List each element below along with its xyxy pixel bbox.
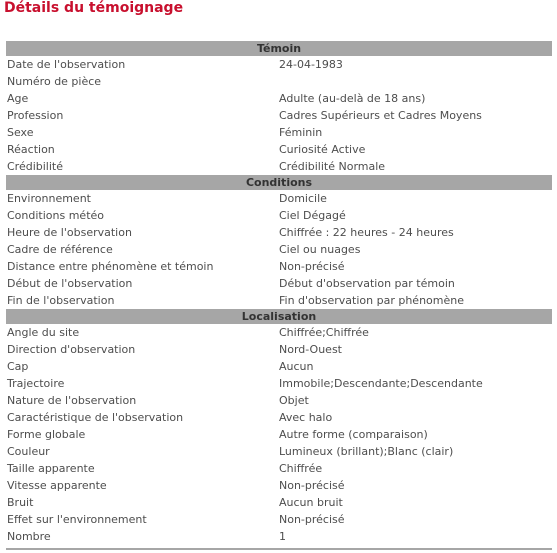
- row-label: Couleur: [7, 445, 50, 458]
- row-label: Cadre de référence: [7, 243, 113, 256]
- row-value: Non-précisé: [279, 479, 345, 492]
- row-label: Caractéristique de l'observation: [7, 411, 184, 424]
- table-row: [6, 207, 552, 224]
- table-row: [6, 409, 552, 426]
- row-value: Chiffrée : 22 heures - 24 heures: [279, 226, 454, 239]
- table-row: [6, 56, 552, 73]
- table-row: [6, 258, 552, 275]
- section-header-conditions: Conditions: [6, 175, 552, 190]
- row-value: Domicile: [279, 192, 327, 205]
- table-row: [6, 190, 552, 207]
- table-row: [6, 158, 552, 175]
- table-row: [6, 460, 552, 477]
- row-label: Environnement: [7, 192, 91, 205]
- row-label: Heure de l'observation: [7, 226, 132, 239]
- row-value: Aucun bruit: [279, 496, 343, 509]
- table-row: [6, 241, 552, 258]
- row-label: Direction d'observation: [7, 343, 136, 356]
- row-label: Réaction: [7, 143, 55, 156]
- table-row: [6, 292, 552, 309]
- row-value: Chiffrée: [279, 462, 323, 475]
- row-label: Date de l'observation: [7, 58, 126, 71]
- table-row: [6, 443, 552, 460]
- table-row: [6, 73, 552, 90]
- row-label: Taille apparente: [7, 462, 95, 475]
- row-value: Nord-Ouest: [279, 343, 342, 356]
- row-label: Début de l'observation: [7, 277, 133, 290]
- row-value: 1: [279, 530, 286, 543]
- page-title: Détails du témoignage: [4, 0, 184, 16]
- table-row: [6, 141, 552, 158]
- table-row: [6, 107, 552, 124]
- row-label: Forme globale: [7, 428, 86, 441]
- row-value: Immobile;Descendante;Descendante: [279, 377, 483, 390]
- row-label: Distance entre phénomène et témoin: [7, 260, 214, 273]
- row-value: Ciel ou nuages: [279, 243, 361, 256]
- row-label: Profession: [7, 109, 64, 122]
- row-value: Fin d'observation par phénomène: [279, 294, 464, 307]
- table-row: [6, 341, 552, 358]
- row-label: Trajectoire: [7, 377, 65, 390]
- table-row: [6, 477, 552, 494]
- row-value: Non-précisé: [279, 260, 345, 273]
- row-value: Objet: [279, 394, 309, 407]
- table-bottom-divider: [6, 548, 552, 550]
- table-row: [6, 224, 552, 241]
- table-row: [6, 358, 552, 375]
- row-label: Angle du site: [7, 326, 80, 339]
- row-value: Autre forme (comparaison): [279, 428, 428, 441]
- table-row: [6, 324, 552, 341]
- row-label: Age: [7, 92, 29, 105]
- row-value: Cadres Supérieurs et Cadres Moyens: [279, 109, 482, 122]
- row-value: Ciel Dégagé: [279, 209, 346, 222]
- row-value: Curiosité Active: [279, 143, 366, 156]
- row-label: Fin de l'observation: [7, 294, 115, 307]
- table-row: [6, 90, 552, 107]
- table-row: [6, 375, 552, 392]
- row-label: Sexe: [7, 126, 34, 139]
- row-label: Bruit: [7, 496, 34, 509]
- row-label: Nature de l'observation: [7, 394, 137, 407]
- table-row: [6, 124, 552, 141]
- row-label: Nombre: [7, 530, 51, 543]
- row-value: Chiffrée;Chiffrée: [279, 326, 369, 339]
- details-table: [6, 41, 552, 550]
- row-value: Non-précisé: [279, 513, 345, 526]
- row-label: Numéro de pièce: [7, 75, 102, 88]
- section-header-localisation: Localisation: [6, 309, 552, 324]
- table-row: [6, 392, 552, 409]
- section-header-temoin: Témoin: [6, 41, 552, 56]
- row-value: Début d'observation par témoin: [279, 277, 455, 290]
- row-value: Aucun: [279, 360, 314, 373]
- row-label: Effet sur l'environnement: [7, 513, 147, 526]
- row-label: Vitesse apparente: [7, 479, 107, 492]
- table-row: [6, 426, 552, 443]
- row-value: Lumineux (brillant);Blanc (clair): [279, 445, 454, 458]
- row-label: Crédibilité: [7, 160, 63, 173]
- row-label: Conditions météo: [7, 209, 105, 222]
- table-row: [6, 275, 552, 292]
- row-value: Féminin: [279, 126, 323, 139]
- row-label: Cap: [7, 360, 29, 373]
- row-value: Adulte (au-delà de 18 ans): [279, 92, 426, 105]
- row-value: Crédibilité Normale: [279, 160, 386, 173]
- row-value: 24-04-1983: [279, 58, 343, 71]
- table-row: [6, 528, 552, 545]
- table-row: [6, 511, 552, 528]
- table-row: [6, 494, 552, 511]
- row-value: Avec halo: [279, 411, 333, 424]
